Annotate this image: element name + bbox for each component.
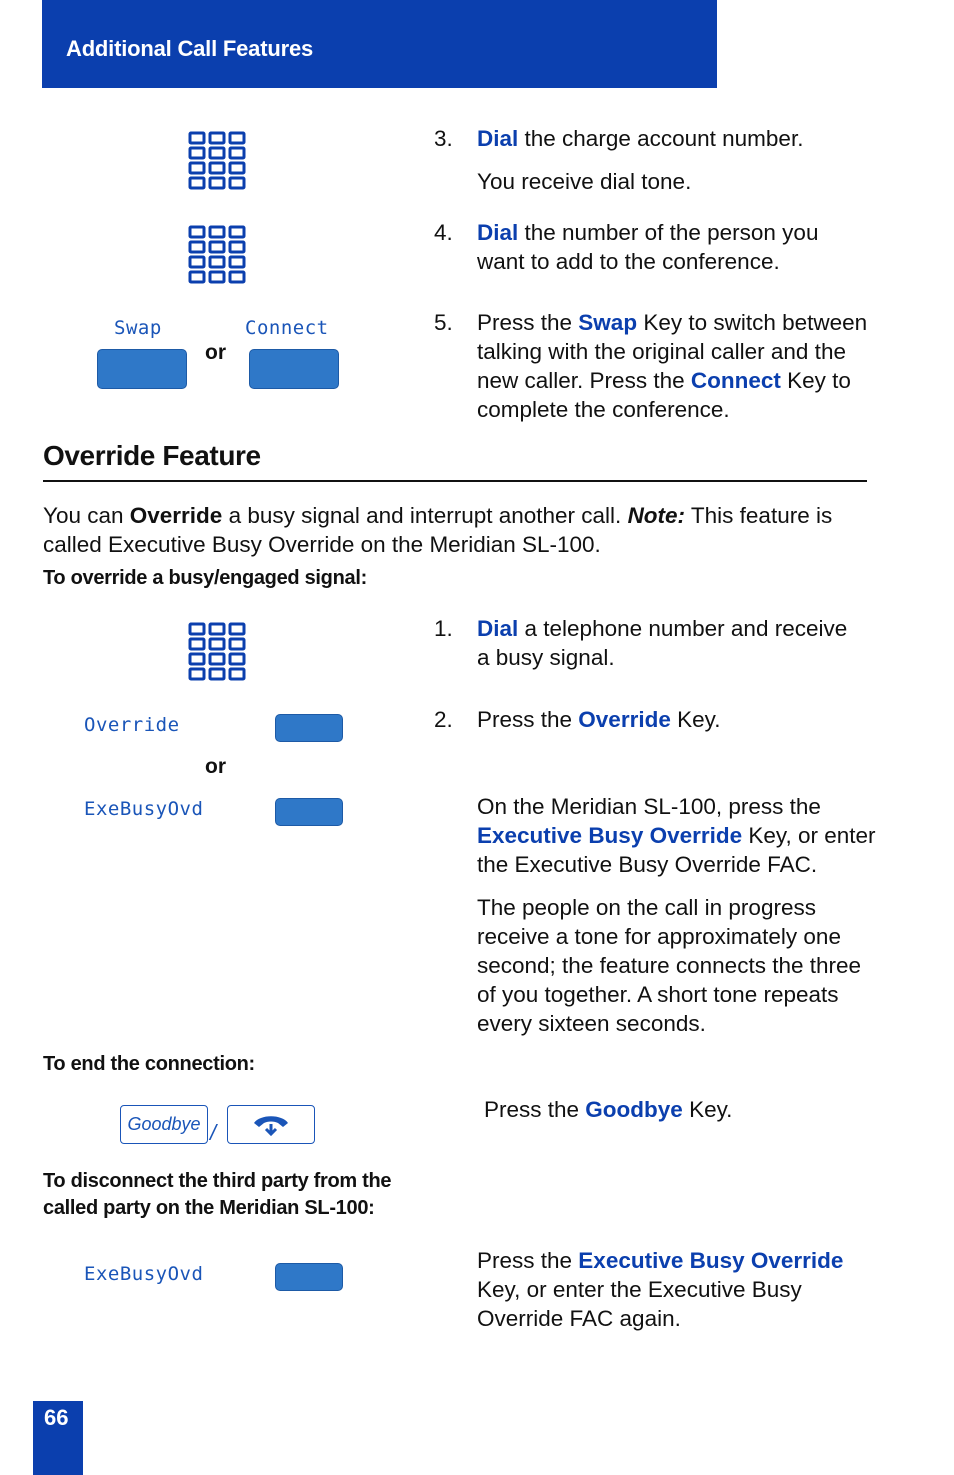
keypad-icon	[188, 622, 246, 682]
connect-keyword: Connect	[690, 368, 781, 393]
swap-keyword: Swap	[578, 310, 638, 335]
override-step-2	[477, 705, 720, 734]
step-text: Press the	[484, 1097, 586, 1122]
keypad-icon	[188, 131, 246, 191]
goodbye-key[interactable]	[120, 1105, 208, 1144]
sl100-instructions	[477, 792, 876, 879]
step-text: a telephone number and receive	[518, 616, 848, 641]
subhead-override: To override a busy/engaged signal:	[43, 567, 367, 589]
or-label: or	[205, 755, 226, 778]
step-text: Key, or enter the Executive Busy	[477, 1277, 802, 1302]
release-key[interactable]	[227, 1105, 315, 1144]
subhead-end-connection: To end the connection:	[43, 1053, 255, 1075]
goodbye-keyword: Goodbye	[585, 1097, 683, 1122]
connect-display-label: Connect	[245, 317, 329, 339]
executive-busy-override-keyword: Executive Busy Override	[477, 823, 743, 848]
keypad-icon	[188, 225, 246, 285]
step-text: Key to	[780, 368, 851, 393]
step-text: Key to switch between	[637, 310, 868, 335]
dial-keyword: Dial	[477, 616, 519, 641]
step-text-line2: a busy signal.	[477, 645, 615, 670]
tone-line: receive a tone for approximately one	[477, 924, 841, 949]
intro-text: a busy signal and interrupt another call.	[222, 503, 628, 528]
intro-text: You can	[43, 503, 130, 528]
step-text: the charge account number.	[518, 126, 804, 151]
goodbye-key-label: Goodbye	[127, 1114, 201, 1134]
tone-line: second; the feature connects the three	[477, 953, 862, 978]
override-display-label: Override	[84, 714, 180, 736]
section-title: Override Feature	[43, 440, 261, 471]
tone-line: The people on the call in progress	[477, 895, 816, 920]
step-text: Key, or enter	[742, 823, 876, 848]
exebusyovd-soft-key[interactable]	[275, 1263, 343, 1291]
step-text: complete the conference.	[477, 397, 730, 422]
subhead-line: called party on the Meridian SL-100:	[43, 1197, 375, 1219]
step-4-text	[477, 218, 818, 276]
step-number: 4.	[434, 220, 453, 245]
step-number: 3.	[434, 126, 453, 151]
intro-text-line2: called Executive Busy Override on the Meridian SL-100.	[43, 532, 601, 557]
override-keyword: Override	[578, 707, 671, 732]
tone-description	[477, 893, 861, 1038]
step-number: 1.	[434, 616, 453, 641]
section-divider	[43, 480, 867, 482]
step-text: Press the	[477, 1248, 579, 1273]
step-text: new caller. Press the	[477, 368, 691, 393]
step-5-text	[477, 308, 867, 424]
subhead-disconnect	[43, 1168, 391, 1222]
intro-text: This feature is	[685, 503, 833, 528]
executive-busy-override-keyword: Executive Busy Override	[578, 1248, 844, 1273]
header-band	[42, 0, 717, 88]
page-number: 66	[44, 1405, 69, 1430]
exebusyovd-display-label: ExeBusyOvd	[84, 1263, 204, 1285]
header-title: Additional Call Features	[66, 36, 314, 61]
step-text: the number of the person you	[518, 220, 819, 245]
exebusyovd-display-label: ExeBusyOvd	[84, 798, 204, 820]
tone-line: of you together. A short tone repeats	[477, 982, 839, 1007]
step-text: Press the	[477, 707, 579, 732]
key-separator: /	[210, 1120, 217, 1145]
exebusyovd-soft-key[interactable]	[275, 798, 343, 826]
step-keyword: Dial	[477, 220, 519, 245]
step-text: On the Meridian SL-100, press the	[477, 794, 821, 819]
step-text: talking with the original caller and the	[477, 339, 846, 364]
step-text: Override FAC again.	[477, 1306, 681, 1331]
goodbye-instruction	[484, 1095, 732, 1124]
override-step-1	[477, 614, 847, 672]
swap-soft-key[interactable]	[97, 349, 187, 389]
step-text: Key.	[682, 1097, 733, 1122]
step-3-text	[477, 124, 803, 153]
step-text-line2: want to add to the conference.	[477, 249, 780, 274]
subhead-line: To disconnect the third party from the	[43, 1170, 392, 1192]
or-label: or	[205, 341, 226, 364]
disconnect-instruction	[477, 1246, 843, 1333]
step-keyword: Dial	[477, 126, 519, 151]
step-number: 2.	[434, 707, 453, 732]
connect-soft-key[interactable]	[249, 349, 339, 389]
section-intro	[43, 501, 873, 559]
intro-note: Note:	[627, 503, 686, 528]
step-text: Key.	[670, 707, 721, 732]
hang-up-icon	[228, 1106, 314, 1143]
step-number: 5.	[434, 310, 453, 335]
swap-display-label: Swap	[114, 317, 162, 339]
tone-line: every sixteen seconds.	[477, 1011, 706, 1036]
step-text: Press the	[477, 310, 579, 335]
intro-bold: Override	[129, 503, 223, 528]
step-text: the Executive Busy Override FAC.	[477, 852, 818, 877]
override-soft-key[interactable]	[275, 714, 343, 742]
dial-tone-text: You receive dial tone.	[477, 169, 692, 194]
page-number-tab	[33, 1401, 83, 1475]
